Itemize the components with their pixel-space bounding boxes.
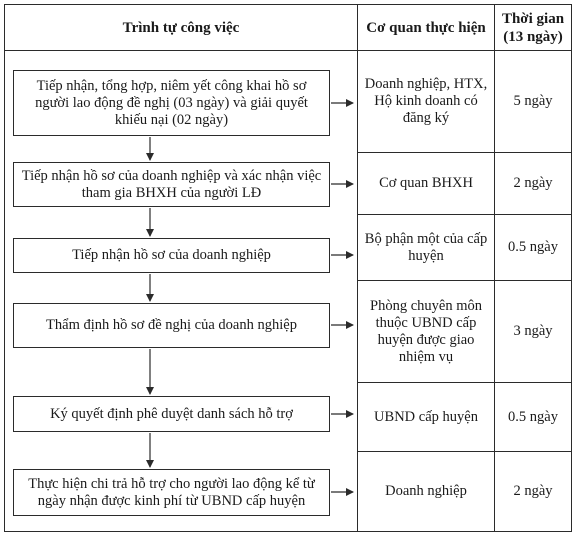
time-label-3: 0.5 ngày <box>508 239 558 255</box>
step-label-6: Thực hiện chi trả hỗ trợ cho người lao động kể từ ngày nhận được kinh phí từ UBND cấp huyện <box>28 475 315 509</box>
step-label-1: Tiếp nhận, tổng hợp, niêm yết công khai hồ sơ người lao động đề nghị (03 ngày) và giải quyết khiếu nại (02 ngày) <box>35 77 308 128</box>
agency-label-6: Doanh nghiệp <box>385 483 467 499</box>
agency-label-2: Cơ quan BHXH <box>379 175 473 191</box>
time-label-5: 0.5 ngày <box>508 408 558 425</box>
agency-label-4: Phòng chuyên môn thuộc UBND cấp huyện được giao nhiệm vụ <box>370 297 482 365</box>
time-label-4: 3 ngày <box>513 323 553 339</box>
agency-label-3: Bộ phận một của cấp huyện <box>364 230 488 264</box>
step-label-2: Tiếp nhận hồ sơ của doanh nghiệp và xác nhận việc tham gia BHXH của người LĐ <box>21 167 322 201</box>
header-time-line2: (13 ngày) <box>503 28 563 45</box>
agency-label-5: UBND cấp huyện <box>374 408 478 425</box>
agency-label-1: Doanh nghiệp, HTX, Hộ kinh doanh có đăng ký <box>364 76 488 126</box>
step-label-5: Ký quyết định phê duyệt danh sách hỗ trợ <box>50 405 293 422</box>
header-time-line1: Thời gian <box>501 10 565 27</box>
time-label-6: 2 ngày <box>513 483 553 499</box>
step-label-4: Thẩm định hồ sơ đề nghị của doanh nghiệp <box>46 317 297 333</box>
header-workflow-label: Trình tự công việc <box>122 19 240 36</box>
header-agency-label: Cơ quan thực hiện <box>366 19 486 36</box>
time-label-1: 5 ngày <box>513 93 553 109</box>
time-label-2: 2 ngày <box>513 175 553 191</box>
step-label-3: Tiếp nhận hồ sơ của doanh nghiệp <box>72 247 271 263</box>
